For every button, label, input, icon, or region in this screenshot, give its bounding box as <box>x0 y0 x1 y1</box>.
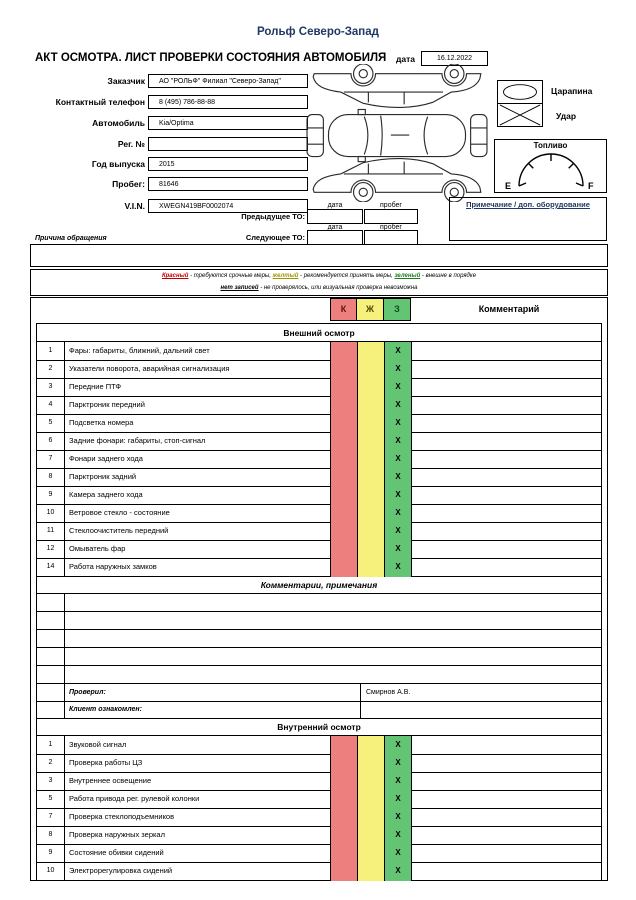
mark-cell-red[interactable] <box>331 486 358 505</box>
checklist-row <box>37 844 601 862</box>
mark-cell-red[interactable] <box>331 558 358 577</box>
row-number: 11 <box>37 522 65 541</box>
comment-empty-row[interactable] <box>37 612 601 630</box>
client-ack-number-cell <box>37 701 65 719</box>
checklist-row <box>37 504 601 522</box>
legend-segment: - не проверялось, или визуальная проверка невозможна <box>258 285 418 291</box>
row-number: 12 <box>37 540 65 559</box>
note-box-title: Примечание / доп. оборудование <box>466 200 590 209</box>
row-number: 8 <box>37 468 65 487</box>
row-number: 10 <box>37 862 65 881</box>
inspector-row <box>37 684 601 701</box>
field-label: Контактный телефон <box>55 97 145 107</box>
row-number: 9 <box>37 486 65 505</box>
color-legend-line1 <box>31 270 607 282</box>
checklist-row <box>37 450 601 468</box>
row-number: 7 <box>37 808 65 827</box>
row-number: 2 <box>37 360 65 379</box>
empty-row-text-cell[interactable] <box>65 648 601 666</box>
checklist-row <box>37 772 601 790</box>
checklist-header-row <box>31 298 607 321</box>
fuel-gauge-title: Топливо <box>533 141 568 150</box>
empty-row-text-cell[interactable] <box>65 594 601 612</box>
mark-cell-yellow[interactable] <box>358 522 385 541</box>
mark-cell-red[interactable] <box>331 396 358 415</box>
empty-row-number-cell <box>37 648 65 666</box>
empty-row-number-cell <box>37 594 65 612</box>
row-label: Фонари заднего хода <box>65 450 331 469</box>
comment-empty-row[interactable] <box>37 666 601 684</box>
scratch-label: Царапина <box>551 86 593 96</box>
mark-cell-red[interactable] <box>331 342 358 361</box>
mark-cell-yellow[interactable] <box>358 342 385 361</box>
next-to-mileage-field[interactable] <box>364 230 418 245</box>
next-to-mileage-col: пробег <box>380 224 402 231</box>
impact-symbol-icon <box>497 103 543 127</box>
row-label: Передние ПТФ <box>65 378 331 397</box>
row-label: Проверка работы ЦЗ <box>65 754 331 773</box>
impact-label: Удар <box>556 111 577 121</box>
prev-to-date-field[interactable] <box>307 209 363 224</box>
mark-cell-yellow[interactable] <box>358 378 385 397</box>
row-number: 2 <box>37 754 65 773</box>
row-number: 3 <box>37 378 65 397</box>
comment-cell[interactable] <box>412 450 601 469</box>
comment-cell[interactable] <box>412 558 601 577</box>
mark-cell-green[interactable]: X <box>385 360 412 379</box>
mark-cell-green[interactable]: X <box>385 844 412 863</box>
checklist-row <box>37 486 601 504</box>
mark-cell-yellow[interactable] <box>358 396 385 415</box>
empty-row-number-cell <box>37 612 65 630</box>
row-number: 1 <box>37 736 65 755</box>
mark-cell-green[interactable]: X <box>385 414 412 433</box>
mark-cell-red[interactable] <box>331 736 358 755</box>
form-field-row <box>0 157 310 172</box>
row-number: 9 <box>37 844 65 863</box>
field-input[interactable] <box>148 137 308 151</box>
field-input[interactable]: 8 (495) 786-88-88 <box>148 95 308 109</box>
prev-to-mileage-field[interactable] <box>364 209 418 224</box>
checklist-row <box>37 432 601 450</box>
next-to-date-field[interactable] <box>307 230 363 245</box>
row-label: Задние фонари: габариты, стоп-сигнал <box>65 432 331 451</box>
checklist-row <box>37 826 601 844</box>
mark-cell-red[interactable] <box>331 360 358 379</box>
column-header-red: К <box>330 298 357 321</box>
checklist-row <box>37 396 601 414</box>
mark-cell-yellow[interactable] <box>358 808 385 827</box>
row-number: 6 <box>37 432 65 451</box>
field-label: Рег. № <box>117 139 145 149</box>
legend-segment: - внешне в порядке <box>420 273 477 279</box>
mark-cell-green[interactable]: X <box>385 378 412 397</box>
comment-cell[interactable] <box>412 540 601 559</box>
field-label: V.I.N. <box>124 201 145 211</box>
row-number: 10 <box>37 504 65 523</box>
comment-cell[interactable] <box>412 808 601 827</box>
mark-cell-red[interactable] <box>331 378 358 397</box>
row-label: Проверка стеклоподъемников <box>65 808 331 827</box>
fuel-full-mark: F <box>587 181 593 190</box>
inspector-label: Проверил: <box>65 684 361 702</box>
mark-cell-red[interactable] <box>331 414 358 433</box>
mark-cell-red[interactable] <box>331 790 358 809</box>
comment-cell[interactable] <box>412 826 601 845</box>
legend-segment: нет записей <box>220 285 259 291</box>
section-header: Внутренний осмотр <box>37 718 601 736</box>
field-input[interactable]: XWEGN419BF0002074 <box>148 199 308 213</box>
next-to-date-col: дата <box>327 224 343 231</box>
next-to-label: Следующее ТО: <box>245 233 305 242</box>
reason-label: Причина обращения <box>35 235 107 242</box>
mark-cell-yellow[interactable] <box>358 414 385 433</box>
mark-cell-green[interactable]: X <box>385 826 412 845</box>
mark-cell-green[interactable]: X <box>385 772 412 791</box>
mark-cell-red[interactable] <box>331 808 358 827</box>
checklist-row <box>37 862 601 880</box>
color-legend <box>30 269 608 296</box>
row-label: Парктроник задний <box>65 468 331 487</box>
comment-cell[interactable] <box>412 754 601 773</box>
row-label: Внутреннее освещение <box>65 772 331 791</box>
row-label: Звуковой сигнал <box>65 736 331 755</box>
mark-cell-red[interactable] <box>331 844 358 863</box>
section-header: Внешний осмотр <box>37 324 601 342</box>
mark-cell-green[interactable]: X <box>385 486 412 505</box>
comment-cell[interactable] <box>412 736 601 755</box>
comment-cell[interactable] <box>412 432 601 451</box>
legend-segment: Красный <box>161 273 189 279</box>
client-ack-label: Клиент ознакомлен: <box>65 701 361 719</box>
form-field-row <box>0 95 310 110</box>
inspector-value[interactable]: Смирнов А.В. <box>361 684 601 702</box>
legend-segment: - рекомендуется принять меры, <box>298 273 395 279</box>
checklist-row <box>37 736 601 754</box>
client-ack-row <box>37 701 601 718</box>
row-label: Ветровое стекло - состояние <box>65 504 331 523</box>
mark-cell-green[interactable]: X <box>385 522 412 541</box>
mark-cell-green[interactable]: X <box>385 450 412 469</box>
comment-cell[interactable] <box>412 360 601 379</box>
field-input[interactable]: Kia/Optima <box>148 116 308 130</box>
row-number: 14 <box>37 558 65 577</box>
empty-row-number-cell <box>37 630 65 648</box>
row-label: Указатели поворота, аварийная сигнализация <box>65 360 331 379</box>
checklist-row <box>37 522 601 540</box>
mark-cell-yellow[interactable] <box>358 754 385 773</box>
legend-segment: желтый <box>272 273 299 279</box>
mark-cell-yellow[interactable] <box>358 558 385 577</box>
mark-cell-green[interactable]: X <box>385 754 412 773</box>
mark-cell-green[interactable]: X <box>385 540 412 559</box>
column-header-yellow: Ж <box>356 298 384 321</box>
row-label: Фары: габариты, ближний, дальний свет <box>65 342 331 361</box>
form-field-row <box>0 177 310 192</box>
mark-cell-green[interactable]: X <box>385 468 412 487</box>
row-label: Подсветка номера <box>65 414 331 433</box>
row-label: Проверка наружных зеркал <box>65 826 331 845</box>
row-label: Электрорегулировка сидений <box>65 862 331 881</box>
mark-cell-yellow[interactable] <box>358 790 385 809</box>
checklist-row <box>37 754 601 772</box>
mark-cell-red[interactable] <box>331 754 358 773</box>
row-number: 5 <box>37 414 65 433</box>
mark-cell-yellow[interactable] <box>358 862 385 881</box>
form-field-row <box>0 74 310 89</box>
comment-cell[interactable] <box>412 396 601 415</box>
mark-cell-green[interactable]: X <box>385 432 412 451</box>
mark-cell-red[interactable] <box>331 522 358 541</box>
empty-row-text-cell[interactable] <box>65 630 601 648</box>
mark-cell-green[interactable]: X <box>385 808 412 827</box>
comment-cell[interactable] <box>412 342 601 361</box>
client-ack-value[interactable] <box>361 701 601 719</box>
reason-field[interactable] <box>30 244 608 267</box>
car-damage-diagram[interactable] <box>306 64 488 202</box>
field-input[interactable]: АО "РОЛЬФ" Филиал "Северо-Запад" <box>148 74 308 88</box>
mark-cell-green[interactable]: X <box>385 862 412 881</box>
checklist-row <box>37 558 601 576</box>
row-label: Стеклоочиститель передний <box>65 522 331 541</box>
comment-cell[interactable] <box>412 772 601 791</box>
mark-cell-yellow[interactable] <box>358 736 385 755</box>
empty-row-text-cell[interactable] <box>65 612 601 630</box>
mark-cell-green[interactable]: X <box>385 504 412 523</box>
prev-to-label: Предыдущее ТО: <box>241 212 305 221</box>
comment-empty-row[interactable] <box>37 630 601 648</box>
row-label: Омыватель фар <box>65 540 331 559</box>
comment-cell[interactable] <box>412 486 601 505</box>
mark-cell-red[interactable] <box>331 432 358 451</box>
checklist-table <box>30 297 608 881</box>
checklist-row <box>37 360 601 378</box>
scratch-symbol-icon <box>497 80 543 104</box>
inspector-number-cell <box>37 684 65 702</box>
field-label: Заказчик <box>107 76 145 86</box>
checklist-row <box>37 414 601 432</box>
legend-segment: - требуются срочные меры, <box>188 273 273 279</box>
row-label: Камера заднего хода <box>65 486 331 505</box>
comment-cell[interactable] <box>412 468 601 487</box>
mark-cell-yellow[interactable] <box>358 826 385 845</box>
comment-empty-row[interactable] <box>37 648 601 666</box>
header-spacer <box>31 298 330 321</box>
row-number: 7 <box>37 450 65 469</box>
form-field-row <box>0 137 310 152</box>
mark-cell-yellow[interactable] <box>358 432 385 451</box>
mark-cell-yellow[interactable] <box>358 486 385 505</box>
checklist-row <box>37 540 601 558</box>
mark-cell-red[interactable] <box>331 862 358 881</box>
row-label: Парктроник передний <box>65 396 331 415</box>
comment-cell[interactable] <box>412 522 601 541</box>
mark-cell-yellow[interactable] <box>358 468 385 487</box>
mark-cell-red[interactable] <box>331 826 358 845</box>
comment-cell[interactable] <box>412 862 601 881</box>
empty-row-text-cell[interactable] <box>65 666 601 684</box>
mark-cell-green[interactable]: X <box>385 396 412 415</box>
checklist-row <box>37 342 601 360</box>
mark-cell-red[interactable] <box>331 450 358 469</box>
checklist-row <box>37 378 601 396</box>
prev-to-mileage-col: пробег <box>380 202 402 209</box>
comment-cell[interactable] <box>412 378 601 397</box>
mark-cell-red[interactable] <box>331 540 358 559</box>
column-header-comment: Комментарий <box>478 304 540 314</box>
mark-cell-yellow[interactable] <box>358 360 385 379</box>
field-input[interactable]: 81646 <box>148 177 308 191</box>
mark-cell-red[interactable] <box>331 468 358 487</box>
field-input[interactable]: 2015 <box>148 157 308 171</box>
form-field-row <box>0 116 310 131</box>
mark-cell-yellow[interactable] <box>358 844 385 863</box>
date-field[interactable]: 16.12.2022 <box>421 51 488 66</box>
checklist-body <box>36 323 602 881</box>
field-label: Автомобиль <box>92 118 145 128</box>
column-header-green: З <box>383 298 411 321</box>
section-header: Комментарии, примечания <box>37 576 601 594</box>
checklist-row <box>37 468 601 486</box>
legend-segment: зеленый <box>394 273 421 279</box>
checklist-row <box>37 790 601 808</box>
color-legend-line2 <box>31 282 607 294</box>
mark-cell-red[interactable] <box>331 772 358 791</box>
row-number: 3 <box>37 772 65 791</box>
fuel-gauge[interactable] <box>494 139 607 193</box>
mark-cell-green[interactable]: X <box>385 790 412 809</box>
row-label: Состояние обивки сидений <box>65 844 331 863</box>
page-title: АКТ ОСМОТРА. ЛИСТ ПРОВЕРКИ СОСТОЯНИЯ АВТОМОБИЛЯ <box>35 52 387 64</box>
row-number: 4 <box>37 396 65 415</box>
mark-cell-yellow[interactable] <box>358 772 385 791</box>
mark-cell-green[interactable]: X <box>385 736 412 755</box>
comment-cell[interactable] <box>412 504 601 523</box>
mark-cell-green[interactable]: X <box>385 558 412 577</box>
mark-cell-yellow[interactable] <box>358 450 385 469</box>
comment-cell[interactable] <box>412 414 601 433</box>
empty-row-number-cell <box>37 666 65 684</box>
brand-title: Рольф Северо-Запад <box>257 26 379 38</box>
row-number: 5 <box>37 790 65 809</box>
row-number: 8 <box>37 826 65 845</box>
damage-symbol-legend <box>497 80 543 127</box>
row-label: Работа привода рег. рулевой колонки <box>65 790 331 809</box>
row-number: 1 <box>37 342 65 361</box>
mark-cell-yellow[interactable] <box>358 504 385 523</box>
field-label: Пробег: <box>112 179 145 189</box>
comment-empty-row[interactable] <box>37 594 601 612</box>
fuel-empty-mark: E <box>504 181 511 190</box>
mark-cell-red[interactable] <box>331 504 358 523</box>
note-box[interactable] <box>449 197 607 241</box>
field-label: Год выпуска <box>91 159 145 169</box>
checklist-row <box>37 808 601 826</box>
mark-cell-yellow[interactable] <box>358 540 385 559</box>
comment-cell[interactable] <box>412 790 601 809</box>
date-label: дата <box>396 54 416 64</box>
row-label: Работа наружных замков <box>65 558 331 577</box>
mark-cell-green[interactable]: X <box>385 342 412 361</box>
prev-to-date-col: дата <box>327 202 343 209</box>
comment-cell[interactable] <box>412 844 601 863</box>
